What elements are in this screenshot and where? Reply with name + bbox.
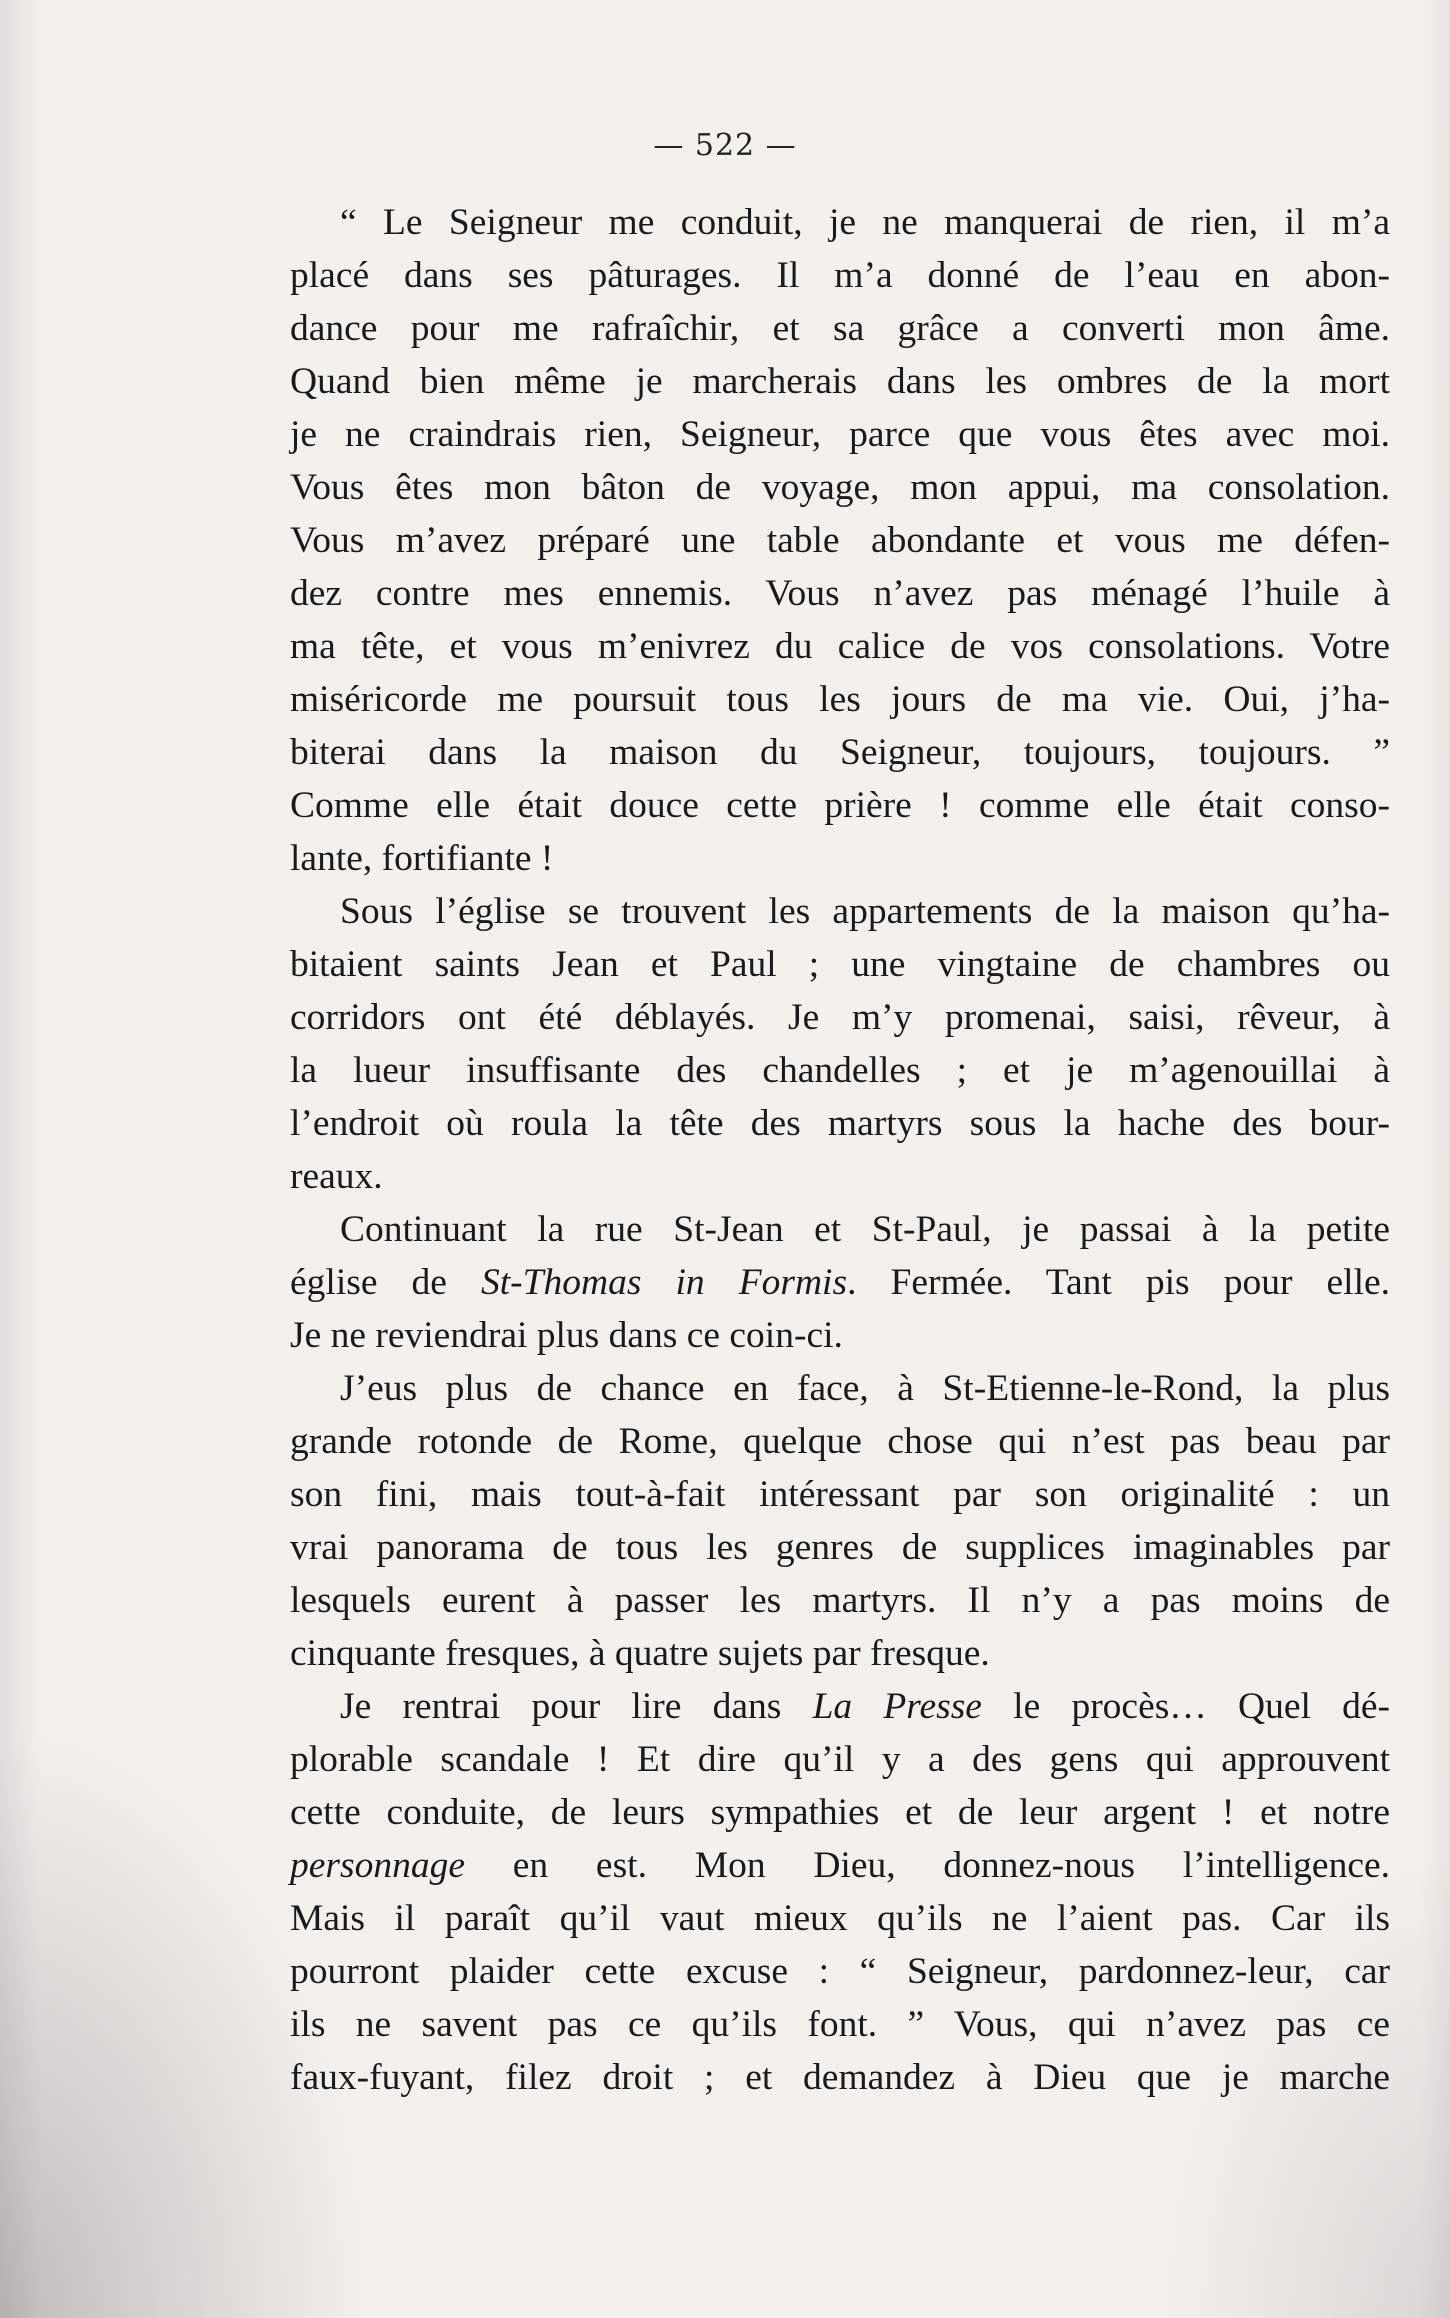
text-run: Quand bien même je marcherais dans les ombres de la mort: [290, 361, 1390, 402]
text-run: je ne craindrais rien, Seigneur, parce que vous êtes avec moi.: [290, 414, 1390, 455]
text-run: ils ne savent pas ce qu’ils font. ” Vous, qui n’avez pas ce: [290, 2004, 1390, 2045]
text-line: [290, 1097, 1390, 1150]
text-run: Vous êtes mon bâton de voyage, mon appui, ma consolation.: [290, 467, 1390, 508]
body-text: [290, 196, 1390, 2104]
text-line: [290, 1574, 1390, 1627]
text-run: son fini, mais tout-à-fait intéressant par son originalité : un: [290, 1474, 1390, 1515]
text-line: [290, 1044, 1390, 1097]
text-line: [290, 1786, 1390, 1839]
text-run: Continuant la rue St-Jean et St-Paul, je passai à la petite: [340, 1209, 1390, 1250]
text-run: ma tête, et vous m’enivrez du calice de vos consolations. Votre: [290, 626, 1390, 667]
text-run: Mais il paraît qu’il vaut mieux qu’ils ne l’aient pas. Car ils: [290, 1898, 1390, 1939]
text-line: [290, 1839, 1390, 1892]
text-run: Sous l’église se trouvent les appartements de la maison qu’ha-: [340, 891, 1390, 932]
text-run: miséricorde me poursuit tous les jours de ma vie. Oui, j’ha-: [290, 679, 1390, 720]
text-line: [290, 1256, 1390, 1309]
text-line: [290, 938, 1390, 991]
text-run: vrai panorama de tous les genres de supplices imaginables par: [290, 1527, 1390, 1568]
text-run: bitaient saints Jean et Paul ; une vingtaine de chambres ou: [290, 944, 1390, 985]
text-run: la lueur insuffisante des chandelles ; et je m’agenouillai à: [290, 1050, 1390, 1091]
text-line: [290, 991, 1390, 1044]
text-line: [290, 726, 1390, 779]
text-line: [290, 408, 1390, 461]
page-number: — 522 —: [653, 128, 797, 163]
text-line: [290, 2051, 1390, 2104]
text-line: [290, 567, 1390, 620]
text-line: [290, 1945, 1390, 1998]
text-line: [290, 196, 1390, 249]
text-run: placé dans ses pâturages. Il m’a donné de l’eau en abon-: [290, 255, 1390, 296]
text-run: J’eus plus de chance en face, à St-Etienne-le-Rond, la plus: [340, 1368, 1390, 1409]
text-line: [290, 673, 1390, 726]
text-run: “ Le Seigneur me conduit, je ne manquerai de rien, il m’a: [340, 202, 1390, 243]
text-run: le procès… Quel dé-: [981, 1686, 1390, 1727]
text-run: Je rentrai pour lire dans: [340, 1686, 813, 1727]
text-run: dez contre mes ennemis. Vous n’avez pas ménagé l’huile à: [290, 573, 1390, 614]
text-line: [290, 1733, 1390, 1786]
text-run: en est. Mon Dieu, donnez-nous l’intelligence.: [464, 1845, 1390, 1886]
text-run: biterai dans la maison du Seigneur, toujours, toujours. ”: [290, 732, 1390, 773]
text-line: [290, 249, 1390, 302]
text-line: [290, 1309, 1390, 1362]
text-run: lesquels eurent à passer les martyrs. Il n’y a pas moins de: [290, 1580, 1390, 1621]
text-run: corridors ont été déblayés. Je m’y promenai, saisi, rêveur, à: [290, 997, 1390, 1038]
paragraph: [290, 1680, 1390, 2104]
text-line: [290, 1203, 1390, 1256]
text-line: [290, 832, 1390, 885]
paragraph: [290, 885, 1390, 1203]
text-run: pourront plaider cette excuse : “ Seigneur, pardonnez-leur, car: [290, 1951, 1390, 1992]
text-line: [290, 461, 1390, 514]
text-run: faux-fuyant, filez droit ; et demandez à Dieu que je marche: [290, 2057, 1390, 2098]
text-line: [290, 1362, 1390, 1415]
text-line: [290, 1998, 1390, 2051]
text-line: [290, 1415, 1390, 1468]
text-run: cette conduite, de leurs sympathies et de leur argent ! et notre: [290, 1792, 1390, 1833]
paragraph: [290, 196, 1390, 885]
text-line: [290, 514, 1390, 567]
text-run: église de: [290, 1262, 481, 1303]
text-run: plorable scandale ! Et dire qu’il y a des gens qui approuvent: [290, 1739, 1390, 1780]
text-run: reaux.: [290, 1156, 383, 1197]
text-line: [290, 302, 1390, 355]
text-run: l’endroit où roula la tête des martyrs sous la hache des bour-: [290, 1103, 1390, 1144]
text-line: [290, 1627, 1390, 1680]
text-run: Vous m’avez préparé une table abondante et vous me défen-: [290, 520, 1390, 561]
text-run: dance pour me rafraîchir, et sa grâce a converti mon âme.: [290, 308, 1390, 349]
text-line: [290, 1468, 1390, 1521]
paragraph: [290, 1203, 1390, 1362]
text-line: [290, 1150, 1390, 1203]
text-run: cinquante fresques, à quatre sujets par fresque.: [290, 1633, 990, 1674]
italic-text: St-Thomas in Formis: [481, 1262, 848, 1303]
text-line: [290, 1892, 1390, 1945]
text-run: grande rotonde de Rome, quelque chose qui n’est pas beau par: [290, 1421, 1390, 1462]
text-line: [290, 885, 1390, 938]
text-run: lante, fortifiante !: [290, 838, 554, 879]
text-line: [290, 779, 1390, 832]
italic-text: personnage: [290, 1845, 465, 1886]
text-line: [290, 620, 1390, 673]
text-line: [290, 1521, 1390, 1574]
text-line: [290, 355, 1390, 408]
paragraph: [290, 1362, 1390, 1680]
italic-text: La Presse: [812, 1686, 982, 1727]
text-line: [290, 1680, 1390, 1733]
text-run: . Fermée. Tant pis pour elle.: [847, 1262, 1391, 1303]
text-run: Comme elle était douce cette prière ! comme elle était conso-: [290, 785, 1390, 826]
text-run: Je ne reviendrai plus dans ce coin-ci.: [290, 1315, 843, 1356]
